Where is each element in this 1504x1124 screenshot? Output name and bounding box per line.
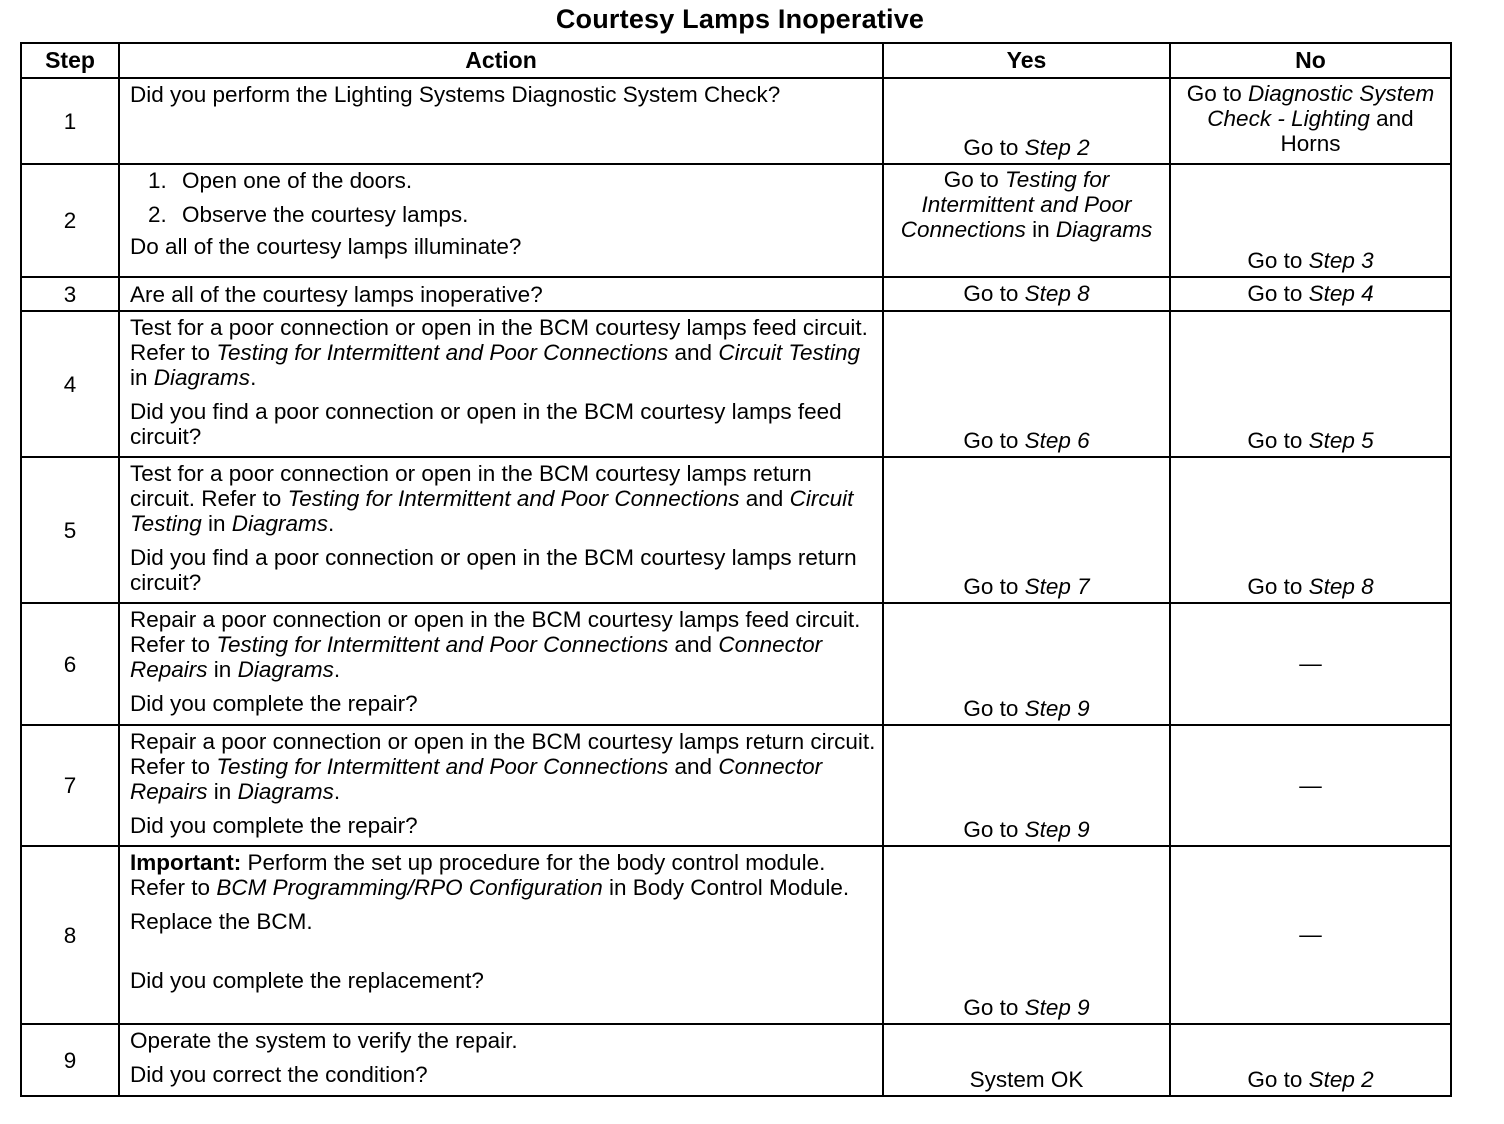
important-label: Important: — [130, 850, 242, 875]
goto-prefix: Go to — [1247, 428, 1303, 453]
goto-step-link[interactable]: Step 7 — [1024, 574, 1090, 599]
step-number: 1 — [21, 78, 119, 164]
action-cell — [119, 846, 883, 1024]
reference-link[interactable]: Diagrams — [237, 779, 334, 804]
reference-link[interactable]: Diagrams — [237, 657, 334, 682]
goto-step-link[interactable]: Step 9 — [1024, 817, 1090, 842]
goto-step-link[interactable]: Step 5 — [1308, 428, 1374, 453]
action-question: Did you complete the replacement? — [130, 968, 484, 993]
goto-step-link[interactable]: Step 2 — [1024, 135, 1090, 160]
goto-prefix: Go to — [963, 135, 1019, 160]
no-cell — [1170, 457, 1451, 603]
yes-cell — [883, 457, 1170, 603]
action-cell — [119, 457, 883, 603]
action-instruction: Repair a poor connection or open in the BCM courtesy lamps feed circuit. Refer to Testing for Intermittent and Poor Connections and Connector Repairs in Diagrams. — [130, 607, 861, 682]
yes-cell — [883, 603, 1170, 725]
action-question: Did you complete the repair? — [130, 691, 418, 716]
table-row — [21, 164, 1451, 277]
goto-reference-link[interactable]: Testing for Intermittent and Poor Connections — [900, 167, 1132, 242]
goto-prefix: Go to — [963, 696, 1019, 721]
goto-prefix: Go to — [1247, 574, 1303, 599]
reference-link[interactable]: Circuit Testing — [718, 340, 861, 365]
page-title: Courtesy Lamps Inoperative — [555, 4, 925, 34]
action-question: Did you correct the condition? — [130, 1062, 428, 1087]
yes-cell — [883, 277, 1170, 311]
table-row — [21, 457, 1451, 603]
goto-prefix: Go to — [1247, 281, 1303, 306]
no-cell — [1170, 311, 1451, 457]
action-instruction: Repair a poor connection or open in the BCM courtesy lamps return circuit. Refer to Testing for Intermittent and Poor Connections and Connector Repairs in Diagrams. — [130, 729, 876, 804]
step-number: 3 — [21, 277, 119, 311]
reference-link[interactable]: Testing for Intermittent and Poor Connections — [287, 486, 740, 511]
goto-step-link[interactable]: Step 8 — [1024, 281, 1090, 306]
yes-cell — [883, 164, 1170, 277]
action-cell — [119, 603, 883, 725]
header-action: Action — [119, 43, 883, 78]
diagnostic-table — [20, 42, 1452, 1097]
table-row — [21, 725, 1451, 846]
reference-link[interactable]: Connector Repairs — [130, 632, 823, 682]
step-number: 4 — [21, 311, 119, 457]
step-number: 5 — [21, 457, 119, 603]
action-cell — [119, 725, 883, 846]
goto-prefix: Go to — [1186, 81, 1242, 106]
goto-step-link[interactable]: Step 2 — [1308, 1067, 1374, 1092]
reference-link[interactable]: BCM Programming/RPO Configuration — [216, 875, 603, 900]
yes-cell — [883, 1024, 1170, 1096]
goto-step-link[interactable]: Step 3 — [1308, 248, 1374, 273]
no-action-dash: — — [1299, 772, 1322, 798]
goto-step-link[interactable]: Step 9 — [1024, 696, 1090, 721]
reference-link[interactable]: Diagrams — [153, 365, 251, 390]
reference-link[interactable]: Diagrams — [231, 511, 329, 536]
no-cell — [1170, 603, 1451, 725]
action-question: Did you perform the Lighting Systems Diagnostic System Check? — [130, 82, 781, 107]
important-note: Important: Perform the set up procedure for the body control module. Refer to BCM Programming/RPO Configuration in Body Control Module. — [130, 850, 850, 900]
action-instruction: Operate the system to verify the repair. — [130, 1028, 518, 1053]
goto-step-link[interactable]: Step 9 — [1024, 995, 1090, 1020]
action-cell — [119, 277, 883, 311]
goto-prefix: Go to — [963, 428, 1019, 453]
result-text: System OK — [969, 1067, 1084, 1092]
table-row — [21, 277, 1451, 311]
action-question: Did you find a poor connection or open in the BCM courtesy lamps feed circuit? — [130, 399, 842, 449]
action-cell — [119, 1024, 883, 1096]
table-row — [21, 78, 1451, 164]
header-no: No — [1170, 43, 1451, 78]
reference-link[interactable]: Circuit Testing — [130, 486, 854, 536]
goto-step-link[interactable]: Step 6 — [1024, 428, 1090, 453]
table-row — [21, 311, 1451, 457]
table-header-row — [21, 43, 1451, 78]
yes-cell — [883, 311, 1170, 457]
list-item: 2. Observe the courtesy lamps. — [148, 202, 469, 227]
goto-prefix: Go to — [943, 167, 999, 192]
table-row — [21, 846, 1451, 1024]
yes-cell — [883, 725, 1170, 846]
action-question: Do all of the courtesy lamps illuminate? — [130, 234, 522, 259]
goto-prefix: Go to — [963, 995, 1019, 1020]
goto-prefix: Go to — [963, 817, 1019, 842]
reference-connector: in — [1032, 217, 1050, 242]
no-action-dash: — — [1299, 922, 1322, 947]
step-number: 8 — [21, 846, 119, 1024]
action-cell — [119, 311, 883, 457]
action-instruction: Replace the BCM. — [130, 909, 313, 934]
step-number: 6 — [21, 603, 119, 725]
goto-prefix: Go to — [963, 574, 1019, 599]
reference-tail: and Horns — [1280, 106, 1414, 156]
reference-link[interactable]: Testing for Intermittent and Poor Connections — [216, 632, 669, 657]
goto-prefix: Go to — [1247, 1067, 1303, 1092]
table-row — [21, 1024, 1451, 1096]
goto-step-link[interactable]: Step 8 — [1308, 574, 1374, 599]
action-cell — [119, 164, 883, 277]
action-question: Did you find a poor connection or open in the BCM courtesy lamps return circuit? — [130, 545, 857, 595]
step-number: 2 — [21, 164, 119, 277]
yes-cell — [883, 846, 1170, 1024]
no-cell — [1170, 277, 1451, 311]
header-yes: Yes — [883, 43, 1170, 78]
goto-reference-link[interactable]: Diagnostic System Check - Lighting — [1207, 81, 1435, 131]
no-cell — [1170, 78, 1451, 164]
goto-step-link[interactable]: Step 4 — [1308, 281, 1374, 306]
reference-link[interactable]: Connector Repairs — [130, 754, 823, 804]
reference-link[interactable]: Testing for Intermittent and Poor Connections — [216, 754, 669, 779]
list-item: 1. Open one of the doors. — [148, 168, 413, 193]
table-row — [21, 603, 1451, 725]
goto-prefix: Go to — [963, 281, 1019, 306]
goto-prefix: Go to — [1247, 248, 1303, 273]
step-number: 9 — [21, 1024, 119, 1096]
no-cell — [1170, 164, 1451, 277]
no-cell — [1170, 846, 1451, 1024]
goto-reference-link[interactable]: Diagrams — [1055, 217, 1153, 242]
action-instruction: Test for a poor connection or open in the BCM courtesy lamps feed circuit. Refer to Testing for Intermittent and Poor Connections and Circuit Testing in Diagrams. — [130, 315, 868, 390]
action-step-list — [130, 168, 876, 227]
action-question: Did you complete the repair? — [130, 813, 418, 838]
step-number: 7 — [21, 725, 119, 846]
yes-cell — [883, 78, 1170, 164]
reference-link[interactable]: Testing for Intermittent and Poor Connections — [216, 340, 669, 365]
action-question: Are all of the courtesy lamps inoperative? — [130, 281, 543, 307]
action-instruction: Test for a poor connection or open in the BCM courtesy lamps return circuit. Refer to Testing for Intermittent and Poor Connections and Circuit Testing in Diagrams. — [130, 461, 854, 536]
no-action-dash: — — [1299, 651, 1322, 676]
no-cell — [1170, 1024, 1451, 1096]
action-cell — [119, 78, 883, 164]
no-cell — [1170, 725, 1451, 846]
header-step: Step — [21, 43, 119, 78]
